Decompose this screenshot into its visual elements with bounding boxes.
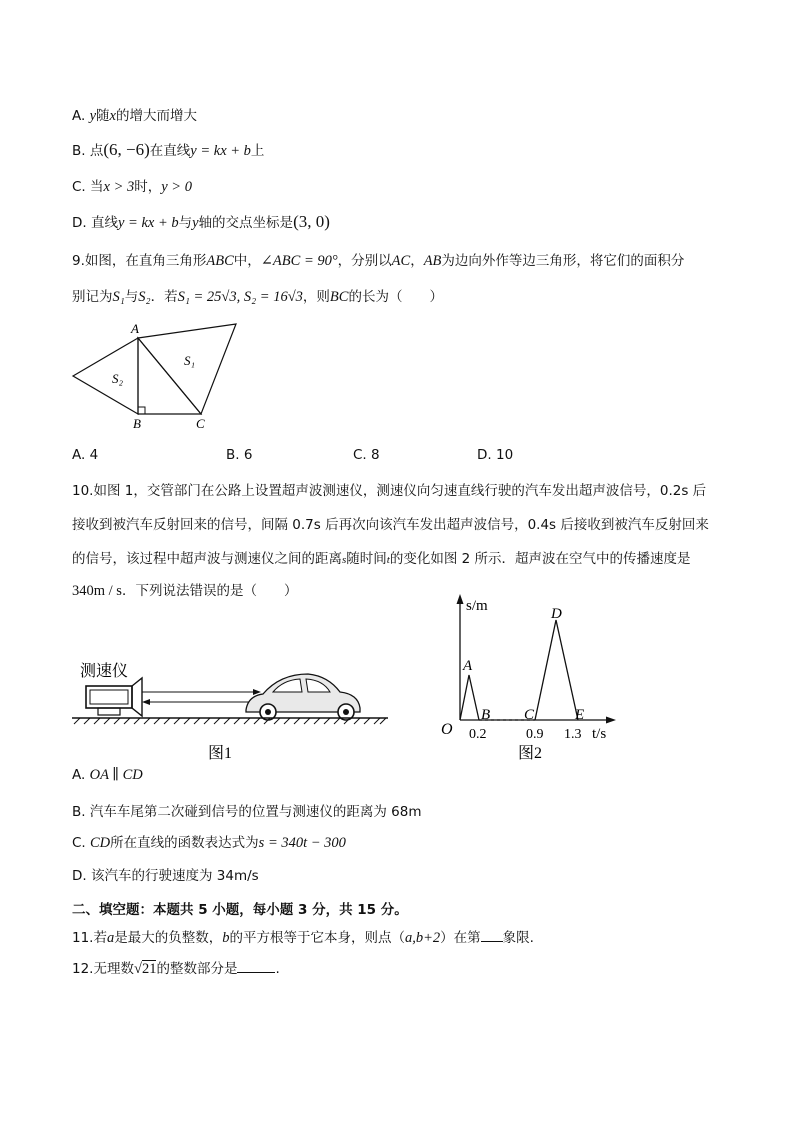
figure1-caption: 图1 [208, 745, 233, 762]
origin-label: O [441, 721, 453, 738]
right-triangle-abc [138, 338, 201, 414]
q10-figure1-speed-detector [68, 648, 398, 768]
point-a: A [463, 658, 473, 674]
q9-option-b: B. 6 [226, 447, 253, 463]
label-a: A [131, 321, 139, 336]
q8-option-d: D. 直线y = kx + b与y轴的交点坐标是(3, 0) [72, 212, 330, 231]
point-c: C [524, 707, 535, 723]
q11-stem: 11.若a是最大的负整数，b的平方根等于它本身，则点（a,b+2）在第 象限. [72, 930, 534, 946]
right-angle-mark [138, 407, 145, 414]
q9-stem-line1: 9.如图，在直角三角形ABC中，∠ABC = 90°，分别以AC，AB为边向外作等边三角形，将它们的面积分 [72, 253, 685, 269]
q10-option-a: A. OA ∥ CD [72, 767, 143, 783]
sqrt-symbol: √ [133, 961, 142, 977]
q10-stem-line2: 接收到被汽车反射回来的信号，间隔 0.7s 后再次向该汽车发出超声波信号，0.4s 后接收到被汽车反射回来 [72, 517, 709, 533]
q10-figure2-graph [436, 592, 626, 767]
device-stand [98, 708, 120, 715]
q8-option-b: B. 点(6, −6)在直线y = kx + b上 [72, 140, 265, 159]
answer-blank [481, 929, 503, 942]
q9-triangle-figure [60, 318, 260, 433]
car-icon [246, 674, 360, 720]
device-horn [132, 678, 142, 716]
section-heading-fill-in: 二、填空题：本题共 5 小题，每小题 3 分，共 15 分。 [72, 902, 408, 918]
point-b: B [481, 707, 491, 723]
q9-option-d: D. 10 [477, 447, 514, 463]
q9-option-c: C. 8 [353, 447, 380, 463]
tick-1-3: 1.3 [564, 727, 582, 742]
q8-option-c: C. 当x > 3时，y > 0 [72, 179, 192, 195]
equilateral-triangle-s2 [73, 338, 138, 414]
device-body [86, 686, 132, 708]
label-b: B [133, 416, 141, 431]
x-axis-label: t/s [592, 726, 607, 742]
label-s1: S₁ [184, 353, 196, 368]
q10-stem-line3: 的信号，该过程中超声波与测速仪之间的距离s随时间t的变化如图 2 所示．超声波在空气中的传播速度是 [72, 551, 691, 567]
q10-option-c: C. CD所在直线的函数表达式为s = 340t − 300 [72, 835, 346, 851]
q10-option-b: B. 汽车车尾第二次碰到信号的位置与测速仪的距离为 68m [72, 804, 422, 820]
segment-cde [535, 620, 578, 720]
label-s2: S₂ [112, 371, 124, 386]
point-e: E [575, 707, 585, 723]
q10-stem-line1: 10.如图 1，交管部门在公路上设置超声波测速仪，测速仪向匀速直线行驶的汽车发出超声波信号，0.2s 后 [72, 483, 707, 499]
q8-option-a: A. y随x的增大而增大 [72, 108, 197, 124]
device-label: 测速仪 [80, 663, 129, 680]
q10-option-d: D. 该汽车的行驶速度为 34m/s [72, 868, 259, 884]
answer-blank [237, 960, 275, 973]
label-c: C [196, 416, 205, 431]
point-d: D [551, 606, 562, 622]
segment-oab [460, 675, 479, 720]
figure2-caption: 图2 [518, 745, 543, 762]
y-axis-label: s/m [466, 598, 488, 614]
q10-stem-line4: 340m / s．下列说法错误的是（ ） [72, 583, 298, 599]
q9-option-a: A. 4 [72, 447, 99, 463]
q9-stem-line2: 别记为S₁与S₂．若S₁ = 25√3, S₂ = 16√3，则BC的长为（ ） [72, 289, 443, 305]
q12-stem: 12.无理数√21的整数部分是 . [72, 961, 280, 977]
tick-0-9: 0.9 [526, 727, 544, 742]
equilateral-triangle-s1 [138, 324, 236, 414]
tick-0-2: 0.2 [469, 727, 487, 742]
